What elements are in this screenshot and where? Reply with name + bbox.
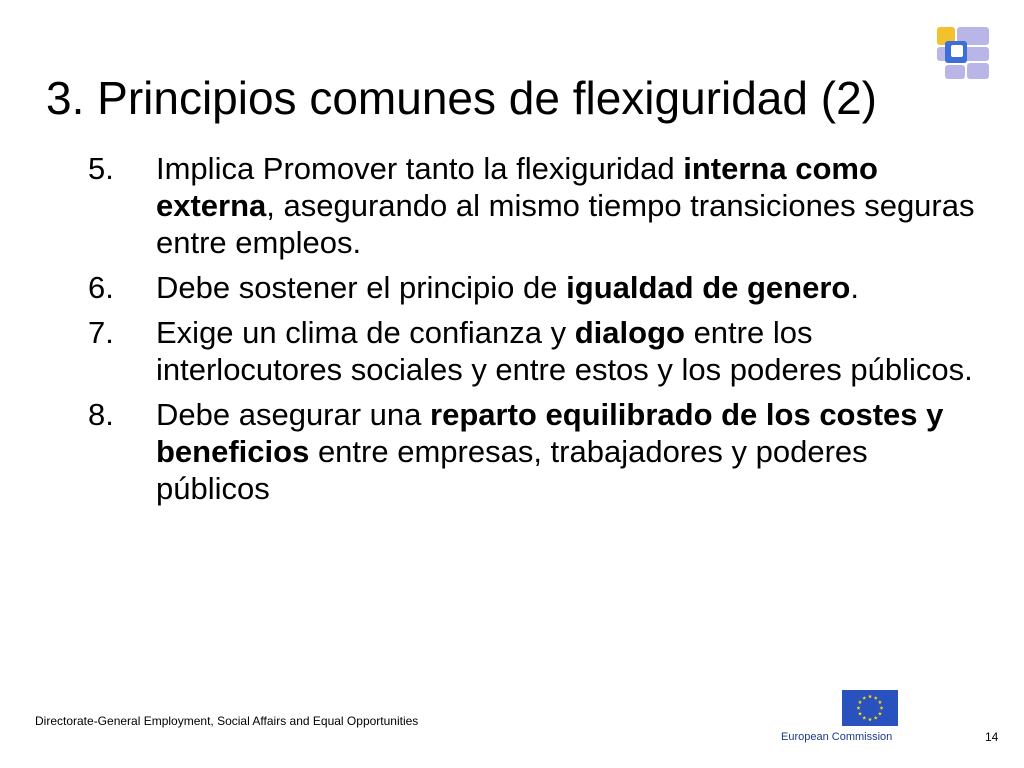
item-text-bold: interna como externa — [156, 151, 878, 223]
item-text-part: Debe asegurar una — [156, 397, 431, 432]
item-number: 6. — [88, 270, 114, 305]
item-text — [156, 150, 978, 261]
item-text — [156, 269, 978, 306]
item-text — [156, 314, 978, 388]
item-text-part: entre empresas, trabajadores y poderes públicos — [156, 434, 868, 506]
list-item — [88, 269, 978, 306]
list-item — [88, 314, 978, 388]
list-item — [88, 150, 978, 261]
list-item — [88, 396, 978, 507]
european-commission-label: European Commission — [781, 731, 893, 743]
item-text — [156, 396, 978, 507]
item-text-part: Debe sostener el principio de — [156, 270, 567, 305]
directorate-footer: Directorate-General Employment, Social Affairs and Equal Opportunities — [35, 714, 419, 728]
item-number: 5. — [88, 151, 114, 186]
item-text-bold: reparto equilibrado de los costes y beneficios — [156, 397, 944, 469]
item-text-part: . — [850, 270, 859, 305]
item-number: 7. — [88, 315, 114, 350]
item-text-part: entre los interlocutores sociales y entre estos y los poderes públicos. — [156, 315, 973, 387]
item-text-part: , asegurando al mismo tiempo transiciones seguras entre empleos. — [156, 188, 975, 260]
item-text-bold: igualdad de genero — [566, 270, 851, 305]
logo-icon — [937, 27, 989, 79]
item-text-part: Exige un clima de confianza y — [156, 315, 575, 350]
page-number: 14 — [985, 730, 999, 744]
eu-flag-icon — [842, 690, 898, 726]
item-text-part: Implica Promover tanto la flexiguridad — [156, 151, 684, 186]
item-number: 8. — [88, 397, 114, 432]
principles-list — [88, 150, 978, 515]
item-text-bold: dialogo — [574, 315, 685, 350]
slide-title: 3. Principios comunes de flexiguridad (2) — [46, 72, 877, 124]
